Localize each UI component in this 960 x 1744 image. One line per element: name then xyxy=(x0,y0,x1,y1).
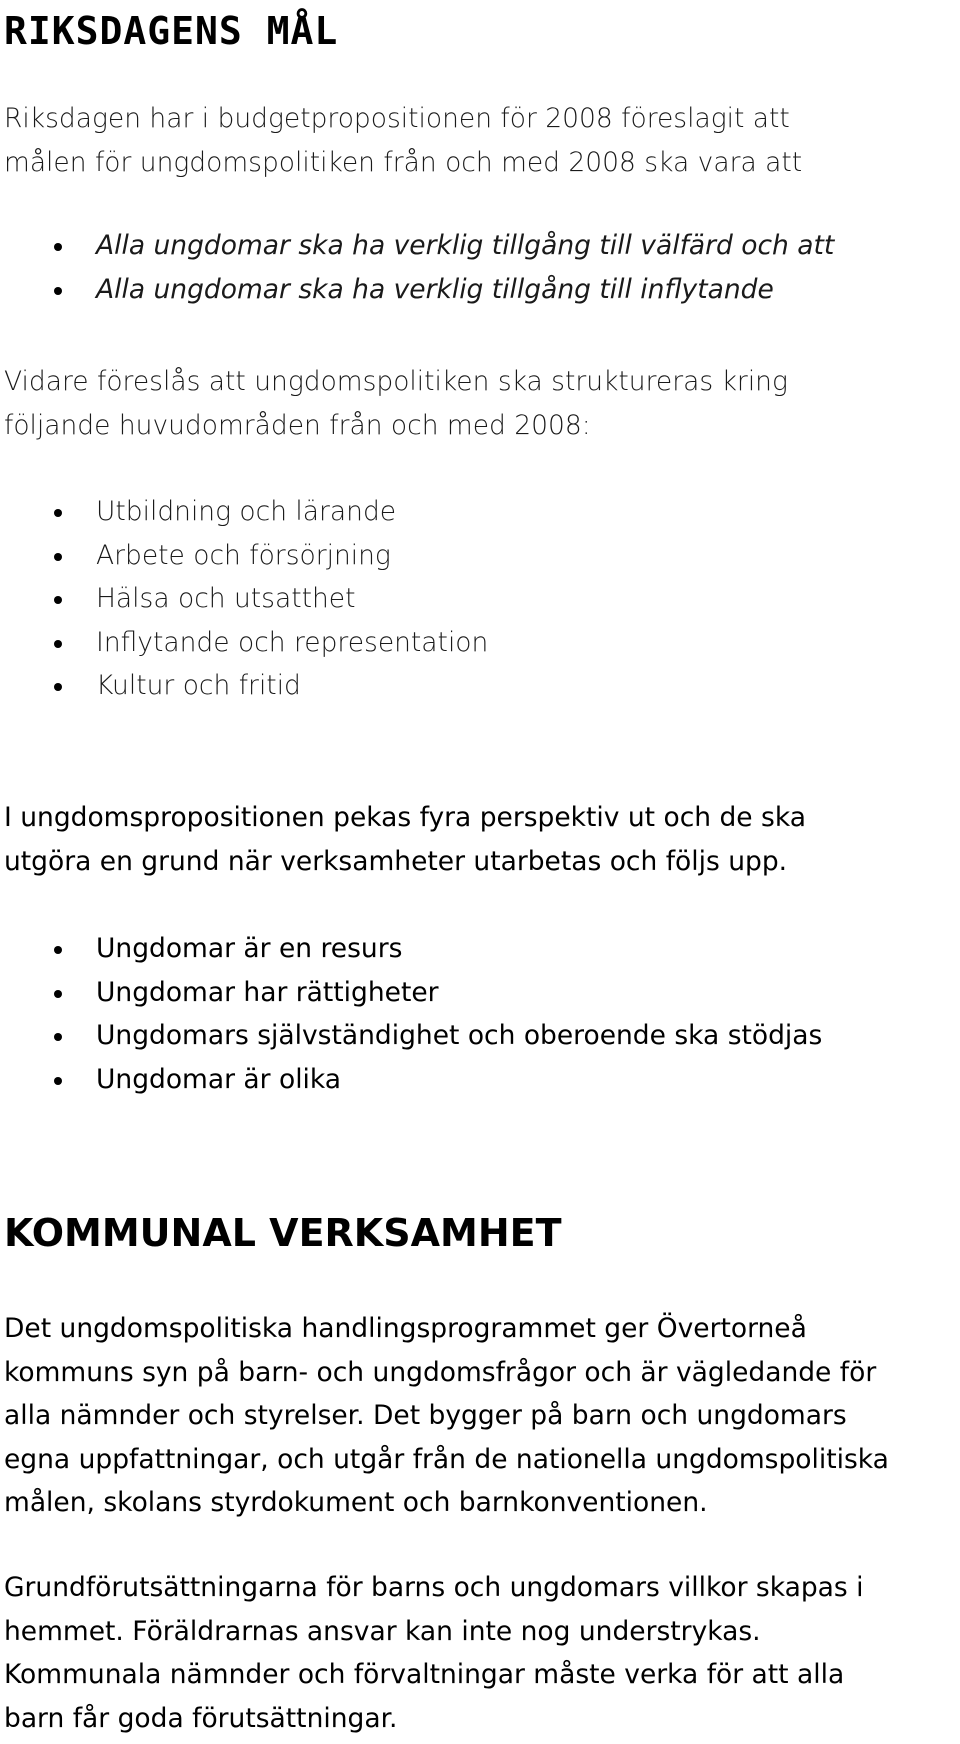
text-line: hemmet. Föräldrarnas ansvar kan inte nog understrykas. xyxy=(4,1615,761,1647)
bullet-icon xyxy=(54,1077,62,1085)
list-item: Alla ungdomar ska ha verklig tillgång till inflytande xyxy=(54,268,952,312)
text-line: följande huvudområden från och med 2008: xyxy=(4,409,591,441)
text-line: Grundförutsättningarna för barns och ungdomars villkor skapas i xyxy=(4,1572,864,1603)
list-item: Inflytande och representation xyxy=(54,621,952,665)
bullet-icon xyxy=(54,1033,62,1041)
body-paragraph xyxy=(4,1307,952,1525)
list-item: Hälsa och utsatthet xyxy=(54,577,952,621)
list-item: Alla ungdomar ska ha verklig tillgång till välfärd och att xyxy=(54,224,952,268)
text-line: målen, skolans styrdokument och barnkonventionen. xyxy=(4,1487,708,1518)
list-item: Kultur och fritid xyxy=(54,664,952,708)
list-item: Ungdomar är olika xyxy=(54,1058,952,1102)
heading-kommunal-verksamhet: KOMMUNAL VERKSAMHET xyxy=(4,1211,562,1255)
text-line: egna uppfattningar, och utgår från de nationella ungdomspolitiska xyxy=(4,1443,889,1475)
body-paragraph xyxy=(4,1566,952,1740)
text-line: målen för ungdomspolitiken från och med 2008 ska vara att xyxy=(4,146,803,178)
bullet-icon xyxy=(54,553,62,561)
perspectives-intro-paragraph xyxy=(4,796,952,883)
bullet-icon xyxy=(54,990,62,998)
bullet-icon xyxy=(54,683,62,691)
heading-riksdagens-mal: RIKSDAGENS MÅL xyxy=(4,9,339,53)
text-line: Riksdagen har i budgetpropositionen för 2008 föreslagit att xyxy=(4,103,790,134)
text-line: alla nämnder och styrelser. Det bygger på barn och ungdomars xyxy=(4,1400,847,1431)
text-line: utgöra en grund när verksamheter utarbetas och följs upp. xyxy=(4,845,788,877)
list-item: Arbete och försörjning xyxy=(54,534,952,578)
text-line: kommuns syn på barn- och ungdomsfrågor och är vägledande för xyxy=(4,1356,877,1388)
list-item: Ungdomar har rättigheter xyxy=(54,971,952,1015)
text-line: I ungdomspropositionen pekas fyra perspektiv ut och de ska xyxy=(4,802,806,833)
text-line: Vidare föreslås att ungdomspolitiken ska struktureras kring xyxy=(4,366,788,397)
perspectives-list xyxy=(54,927,952,1101)
bullet-icon xyxy=(54,243,62,251)
bullet-icon xyxy=(54,509,62,517)
bullet-icon xyxy=(54,640,62,648)
focus-intro-paragraph xyxy=(4,360,952,447)
bullet-icon xyxy=(54,287,62,295)
text-line: barn får goda förutsättningar. xyxy=(4,1702,398,1734)
list-item: Ungdomar är en resurs xyxy=(54,927,952,971)
text-line: Det ungdomspolitiska handlingsprogrammet ger Övertorneå xyxy=(4,1313,807,1344)
list-item: Ungdomars självständighet och oberoende ska stödjas xyxy=(54,1014,952,1058)
goals-list xyxy=(54,224,952,311)
text-line: Kommunala nämnder och förvaltningar måste verka för att alla xyxy=(4,1659,845,1690)
list-item: Utbildning och lärande xyxy=(54,490,952,534)
bullet-icon xyxy=(54,596,62,604)
intro-paragraph xyxy=(4,97,952,184)
bullet-icon xyxy=(54,946,62,954)
focus-areas-list xyxy=(54,490,952,708)
